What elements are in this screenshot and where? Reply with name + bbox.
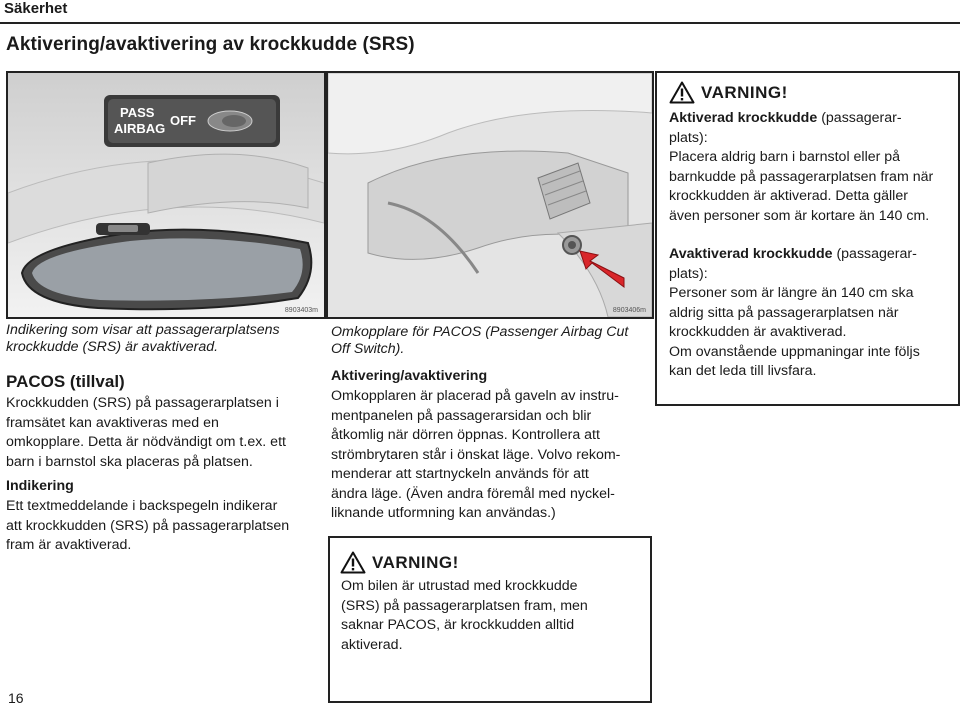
header-rule — [0, 22, 960, 24]
section-label: Säkerhet — [4, 0, 68, 17]
panel-text-airbag: AIRBAG — [114, 121, 166, 136]
warning-title: VARNING! — [669, 81, 788, 104]
indikering-heading: Indikering — [6, 478, 74, 494]
page-number: 16 — [8, 690, 24, 706]
warning-box-child-safety — [655, 71, 960, 406]
photo1-caption: Indikering som visar att passagerarplatsens krockkudde (SRS) är avaktiverad. — [6, 322, 280, 355]
pacos-heading: PACOS (tillval) — [6, 372, 125, 391]
pacos-paragraph: Krockkudden (SRS) på passagerarplatsen i framsätet kan avaktiveras med en omkopplare. Detta är nödvändigt om t.ex. ett barn i barnstol ska placeras på platsen. — [6, 395, 286, 470]
warning-text: Om bilen är utrustad med krockkudde (SRS) på passagerarplatsen fram, men saknar PACOS, är krockkudden alltid aktiverad. — [341, 578, 588, 653]
warning-icon — [340, 551, 366, 574]
warning-title: VARNING! — [340, 551, 459, 574]
photo-code: 8903406m — [612, 307, 646, 314]
indikering-paragraph: Ett textmeddelande i backspegeln indikerar att krockkudden (SRS) på passagerarplatsen fram är avaktiverad. — [6, 498, 290, 553]
panel-text-pass: PASS — [120, 105, 155, 120]
inactive-airbag-text: Avaktiverad krockkudde (passagerar- plats): Personer som är längre än 140 cm ska aldrig sitta på passagerarplatsen när krockkudden är avaktiverad. Om ovanstående uppmaningar inte följs kan det leda till livsfara. — [669, 246, 920, 379]
aktivering-heading: Aktivering/avaktivering — [331, 368, 488, 384]
mirror-indicator-photo — [6, 71, 326, 319]
panel-text-off: OFF — [170, 113, 196, 128]
warning-box-pacos — [328, 536, 652, 703]
photo-code: 8903403m — [284, 307, 318, 314]
page-title: Aktivering/avaktivering av krockkudde (SRS) — [6, 34, 415, 55]
active-airbag-text: Aktiverad krockkudde (passagerar- plats): Placera aldrig barn i barnstol eller på barnkudde på passagerarplatsen fram när krockkudden är aktiverad. Detta gäller även personer som är kortare än 140 cm. — [669, 110, 934, 224]
pacos-switch-photo — [326, 71, 654, 319]
aktivering-paragraph: Omkopplaren är placerad på gaveln av instru- mentpanelen på passagerarsidan och blir åtkomlig när dörren öppnas. Kontrollera att strömbrytaren står i önskat läge. Volvo rekom- menderar att startnyckeln används för att ändra läge. (Även andra föremål med nyckel- liknande utformning kan användas.) — [331, 388, 621, 521]
photo2-caption: Omkopplare för PACOS (Passenger Airbag Cut Off Switch). — [331, 324, 629, 357]
warning-icon — [669, 81, 695, 104]
